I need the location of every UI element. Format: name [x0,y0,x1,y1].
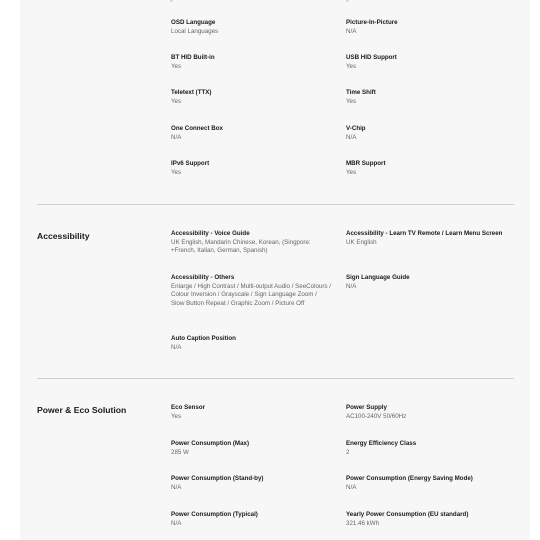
spec-key: MBR Support [346,160,386,167]
clipped-row-marker [346,0,349,2]
spec-key: One Connect Box [171,125,223,132]
spec-item [346,511,514,528]
spec-key: Accessibility - Voice Guide [171,230,250,237]
spec-key: OSD Language [171,19,216,26]
spec-key: Accessibility - Learn TV Remote / Learn Menu Screen [346,230,503,237]
section-title-power: Power & Eco Solution [37,405,127,415]
spec-value: UK English [346,239,377,246]
spec-item [346,160,511,177]
spec-item [346,125,511,142]
spec-value: UK English, Mandarin Chinese, Korean, (Singpore: +French, Italian, German, Spanish) [171,239,311,255]
spec-key: Power Supply [346,404,387,411]
spec-value: 321.46 kWh [346,520,380,527]
clipped-row-marker [170,0,173,2]
spec-value: N/A [171,484,182,491]
spec-key: Power Consumption (Energy Saving Mode) [346,475,473,482]
spec-item [171,54,336,71]
spec-item [171,475,336,492]
spec-item [171,404,336,421]
section-title-accessibility: Accessibility [37,231,90,241]
spec-value: N/A [346,283,357,290]
spec-item [346,440,511,457]
spec-panel [20,0,530,540]
spec-value: Yes [171,98,182,105]
spec-item [346,19,511,36]
section-divider [37,378,514,379]
spec-key: IPv6 Support [171,160,210,167]
spec-key: Power Consumption (Max) [171,440,250,447]
spec-key: Yearly Power Consumption (EU standard) [346,511,469,518]
spec-item [171,511,336,528]
spec-item [346,404,511,421]
spec-key: BT HID Built-in [171,54,215,61]
spec-item [171,230,336,256]
spec-item [346,230,514,247]
spec-key: Power Consumption (Stand-by) [171,475,264,482]
spec-item [171,125,336,142]
spec-key: Accessibility - Others [171,274,235,281]
spec-value: Yes [346,98,357,105]
spec-item [171,335,336,352]
spec-value: Yes [171,63,182,70]
spec-item [346,54,511,71]
spec-value: AC100-240V 50/60Hz [346,413,407,420]
spec-value: N/A [171,134,182,141]
spec-item [171,274,331,308]
spec-value: 285 W [171,449,189,456]
spec-key: Time Shift [346,89,376,96]
spec-value: Yes [171,413,182,420]
spec-key: Sign Language Guide [346,274,410,281]
spec-value: N/A [171,344,182,351]
spec-key: V-Chip [346,125,366,132]
spec-key: Auto Caption Position [171,335,236,342]
spec-value: Local Languages [171,28,219,35]
spec-item [171,19,336,36]
spec-key: Energy Efficiency Class [346,440,417,447]
spec-value: N/A [346,484,357,491]
spec-item [171,89,336,106]
spec-key: USB HID Support [346,54,397,61]
spec-item [346,475,514,492]
spec-item [346,89,511,106]
spec-key: Picture-In-Picture [346,19,398,26]
spec-key: Eco Sensor [171,404,206,411]
spec-value: N/A [171,520,182,527]
spec-item [171,440,336,457]
section-divider [37,204,514,205]
spec-value: N/A [346,134,357,141]
spec-value: Yes [346,169,357,176]
spec-value: Yes [171,169,182,176]
spec-value: N/A [346,28,357,35]
spec-value: Enlarge / High Contrast / Multi-output Audio / SeeColours / Colour Inversion / Grayscale / Sign Language Zoom / Slow Button Repeat / Graphic Zoom / Picture Off [171,283,331,307]
spec-key: Teletext (TTX) [171,89,212,96]
spec-item [171,160,336,177]
spec-item [346,274,511,291]
spec-value: Yes [346,63,357,70]
spec-key: Power Consumption (Typical) [171,511,258,518]
spec-value: 2 [346,449,350,456]
